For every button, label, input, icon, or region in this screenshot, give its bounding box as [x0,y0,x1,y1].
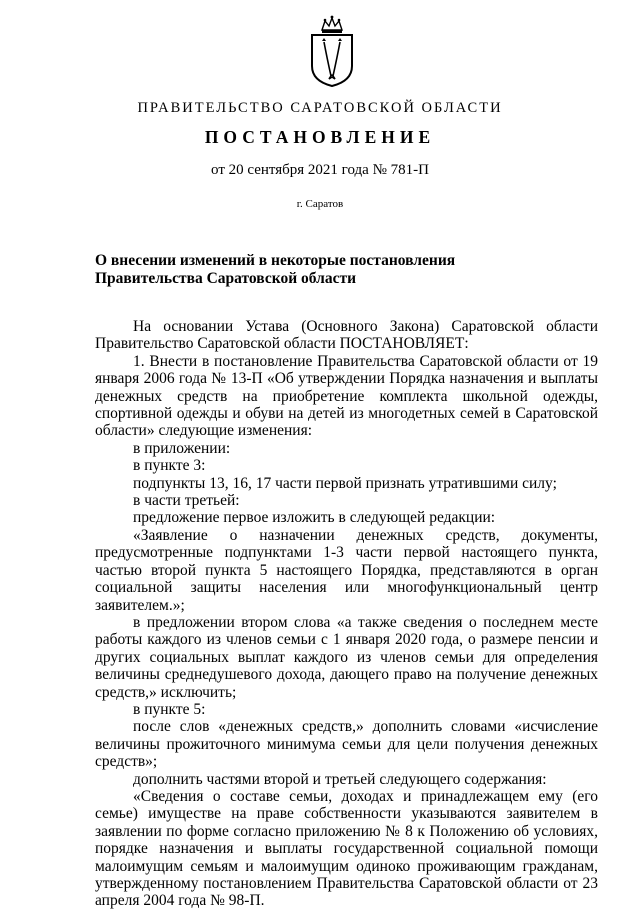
paragraph: в части третьей: [133,492,240,510]
document-city: г. Саратов [296,198,344,210]
paragraph: подпункты 13, 16, 17 части первой признать утратившими силу; [133,474,557,492]
paragraph: в пункте 3: [133,457,206,475]
document-type: ПОСТАНОВЛЕНИЕ [204,127,436,147]
government-name: ПРАВИТЕЛЬСТВО САРАТОВСКОЙ ОБЛАСТИ [137,100,503,116]
paragraph: в пункте 5: [133,700,206,718]
paragraph: 1. Внести в постановление Правительства Саратовской области от 19 января 2006 года № 13-П «Об утверждении Порядка назначения и выплаты денежных средств на приобретение комплекта школьной одежды, спортивной одежды и обуви на детей из многодетных семей в Саратовской области» следующие изменения: [95,352,598,440]
document-date-number: от 20 сентября 2021 года № 781-П [211,162,429,178]
paragraph: «Заявление о назначении денежных средств, документы, предусмотренные подпунктами 1-3 части первой настоящего пункта, частью второй пункта 5 настоящего Порядка, представляются в орган социальной защиты населения или многофункциональный центр заявителем.»; [95,526,598,614]
paragraph: дополнить частями второй и третьей следующего содержания: [133,770,547,788]
paragraph: «Сведения о составе семьи, доходах и принадлежащем ему (его семье) имуществе на праве собственности указываются заявителем в заявлении по форме согласно приложению № 8 к Положению об условиях, порядке назначения и выплаты государственной социальной помощи малоимущим семьям и малоимущим одиноко проживающим гражданам, утвержденному постановлением Правительства Саратовской области от 23 апреля 2004 года № 98-П. [95,787,598,910]
coat-of-arms-emblem [303,14,361,88]
paragraph: после слов «денежных средств,» дополнить словами «исчисление величины прожиточного минимума семьи для цели получения денежных средств»; [95,718,598,771]
paragraph: в приложении: [133,439,231,457]
paragraph: предложение первое изложить в следующей редакции: [133,509,496,527]
document-body [95,318,598,910]
paragraph: На основании Устава (Основного Закона) Саратовской области Правительство Саратовской области ПОСТАНОВЛЯЕТ: [95,318,598,353]
paragraph: в предложении втором слова «а также сведения о последнем месте работы каждого из членов семьи с 1 января 2020 года, о размере пенсии и других социальных выплат каждого из членов семьи для определения величины среднедушевого дохода, дающего право на получение денежных средств,» исключить; [95,613,598,701]
document-title: О внесении изменений в некоторые постановления Правительства Саратовской области [95,252,456,287]
